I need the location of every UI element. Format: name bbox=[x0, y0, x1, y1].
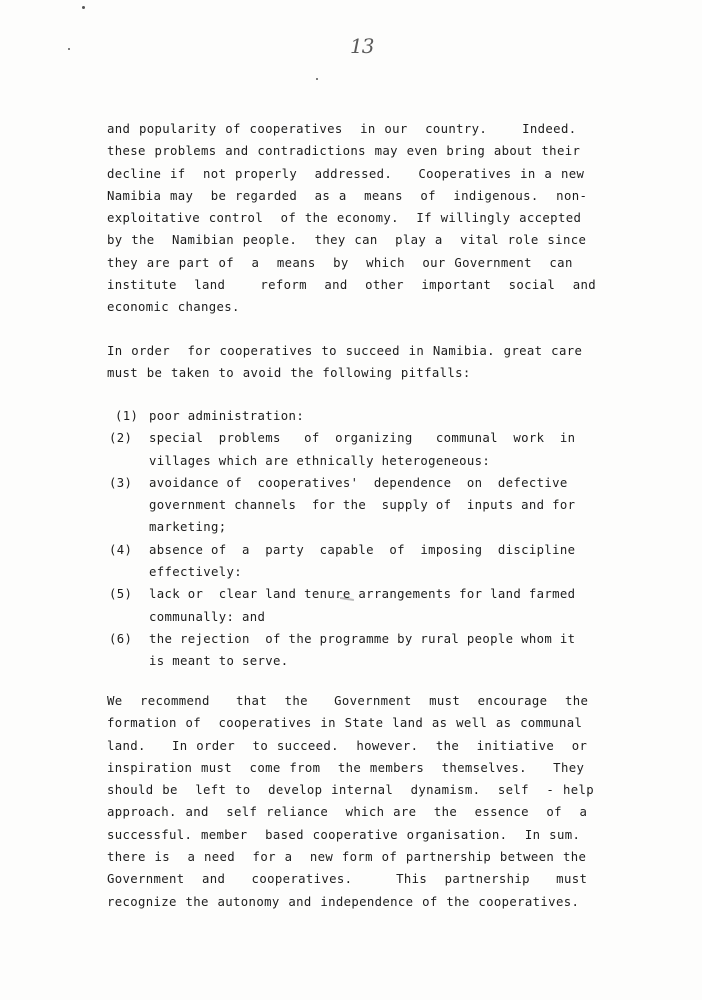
list-item bbox=[105, 427, 621, 472]
list-item-number: (4) bbox=[109, 542, 133, 557]
text-line: must be taken to avoid the following pitfalls: bbox=[107, 366, 471, 381]
list-item-text: communally: and bbox=[149, 609, 266, 624]
list-item-number: (2) bbox=[109, 431, 133, 446]
paragraph-recommendation bbox=[107, 690, 619, 913]
list-item bbox=[105, 583, 621, 628]
scan-speck bbox=[82, 6, 85, 9]
text-line: successful. member based cooperative organisation. In sum. bbox=[107, 827, 581, 842]
list-item-number: (1) bbox=[115, 409, 139, 423]
text-line: institute land reform and other important social and bbox=[107, 278, 596, 293]
text-line: We recommend that the Government must encourage the bbox=[107, 694, 589, 708]
text-line: land. In order to succeed. however. the initiative or bbox=[107, 738, 588, 753]
text-line: economic changes. bbox=[107, 300, 240, 315]
text-line: exploitative control of the economy. If willingly accepted bbox=[107, 211, 582, 226]
list-item-text: special problems of organizing communal work in bbox=[149, 431, 576, 446]
list-item-text: government channels for the supply of inputs and for bbox=[149, 498, 576, 513]
text-line: approach. and self reliance which are the essence of a bbox=[107, 805, 588, 820]
scan-speck bbox=[68, 48, 70, 50]
text-line: formation of cooperatives in State land as well as communal bbox=[107, 716, 583, 731]
text-line: they are part of a means by which our Government can bbox=[107, 255, 573, 270]
text-line: Government and cooperatives. This partnership must bbox=[107, 872, 588, 887]
list-item-text: effectively: bbox=[149, 565, 243, 580]
list-item-text: avoidance of cooperatives' dependence on defective bbox=[149, 475, 568, 490]
text-line: recognize the autonomy and independence of the cooperatives. bbox=[107, 894, 580, 909]
page-number: 13 bbox=[350, 34, 374, 58]
list-item bbox=[105, 628, 621, 673]
list-item-text: marketing; bbox=[149, 520, 227, 535]
list-item bbox=[105, 472, 621, 539]
pitfalls-list bbox=[105, 405, 621, 673]
list-item-number: (3) bbox=[109, 475, 133, 490]
text-line: decline if not properly addressed. Cooperatives in a new bbox=[107, 166, 585, 181]
text-line: In order for cooperatives to succeed in Namibia. great care bbox=[107, 344, 583, 358]
list-item-text: lack or clear land tenure arrangements for land farmed bbox=[149, 587, 576, 602]
list-item-text: absence of a party capable of imposing discipline bbox=[149, 542, 576, 557]
scan-speck bbox=[316, 78, 318, 80]
text-line: should be left to develop internal dynamism. self - help bbox=[107, 783, 594, 798]
text-line: these problems and contradictions may even bring about their bbox=[107, 144, 581, 159]
list-item-number: (5) bbox=[109, 587, 133, 602]
text-line: Namibia may be regarded as a means of indigenous. non- bbox=[107, 188, 588, 203]
paragraph-cooperatives-intro bbox=[107, 118, 619, 319]
list-item-text: villages which are ethnically heterogeneous: bbox=[149, 453, 491, 468]
text-line: by the Namibian people. they can play a vital role since bbox=[107, 233, 587, 248]
list-item-text: the rejection of the programme by rural people whom it bbox=[149, 631, 576, 646]
list-item-text: poor administration: bbox=[149, 409, 305, 423]
list-item bbox=[105, 539, 621, 584]
text-line: and popularity of cooperatives in our country. Indeed. bbox=[107, 122, 577, 136]
paragraph-pitfalls-intro bbox=[107, 340, 619, 385]
list-item bbox=[105, 405, 621, 427]
text-line: there is a need for a new form of partnership between the bbox=[107, 850, 587, 865]
list-item-number: (6) bbox=[109, 631, 133, 646]
list-item-text: is meant to serve. bbox=[149, 654, 289, 669]
text-line: inspiration must come from the members themselves. They bbox=[107, 760, 585, 775]
